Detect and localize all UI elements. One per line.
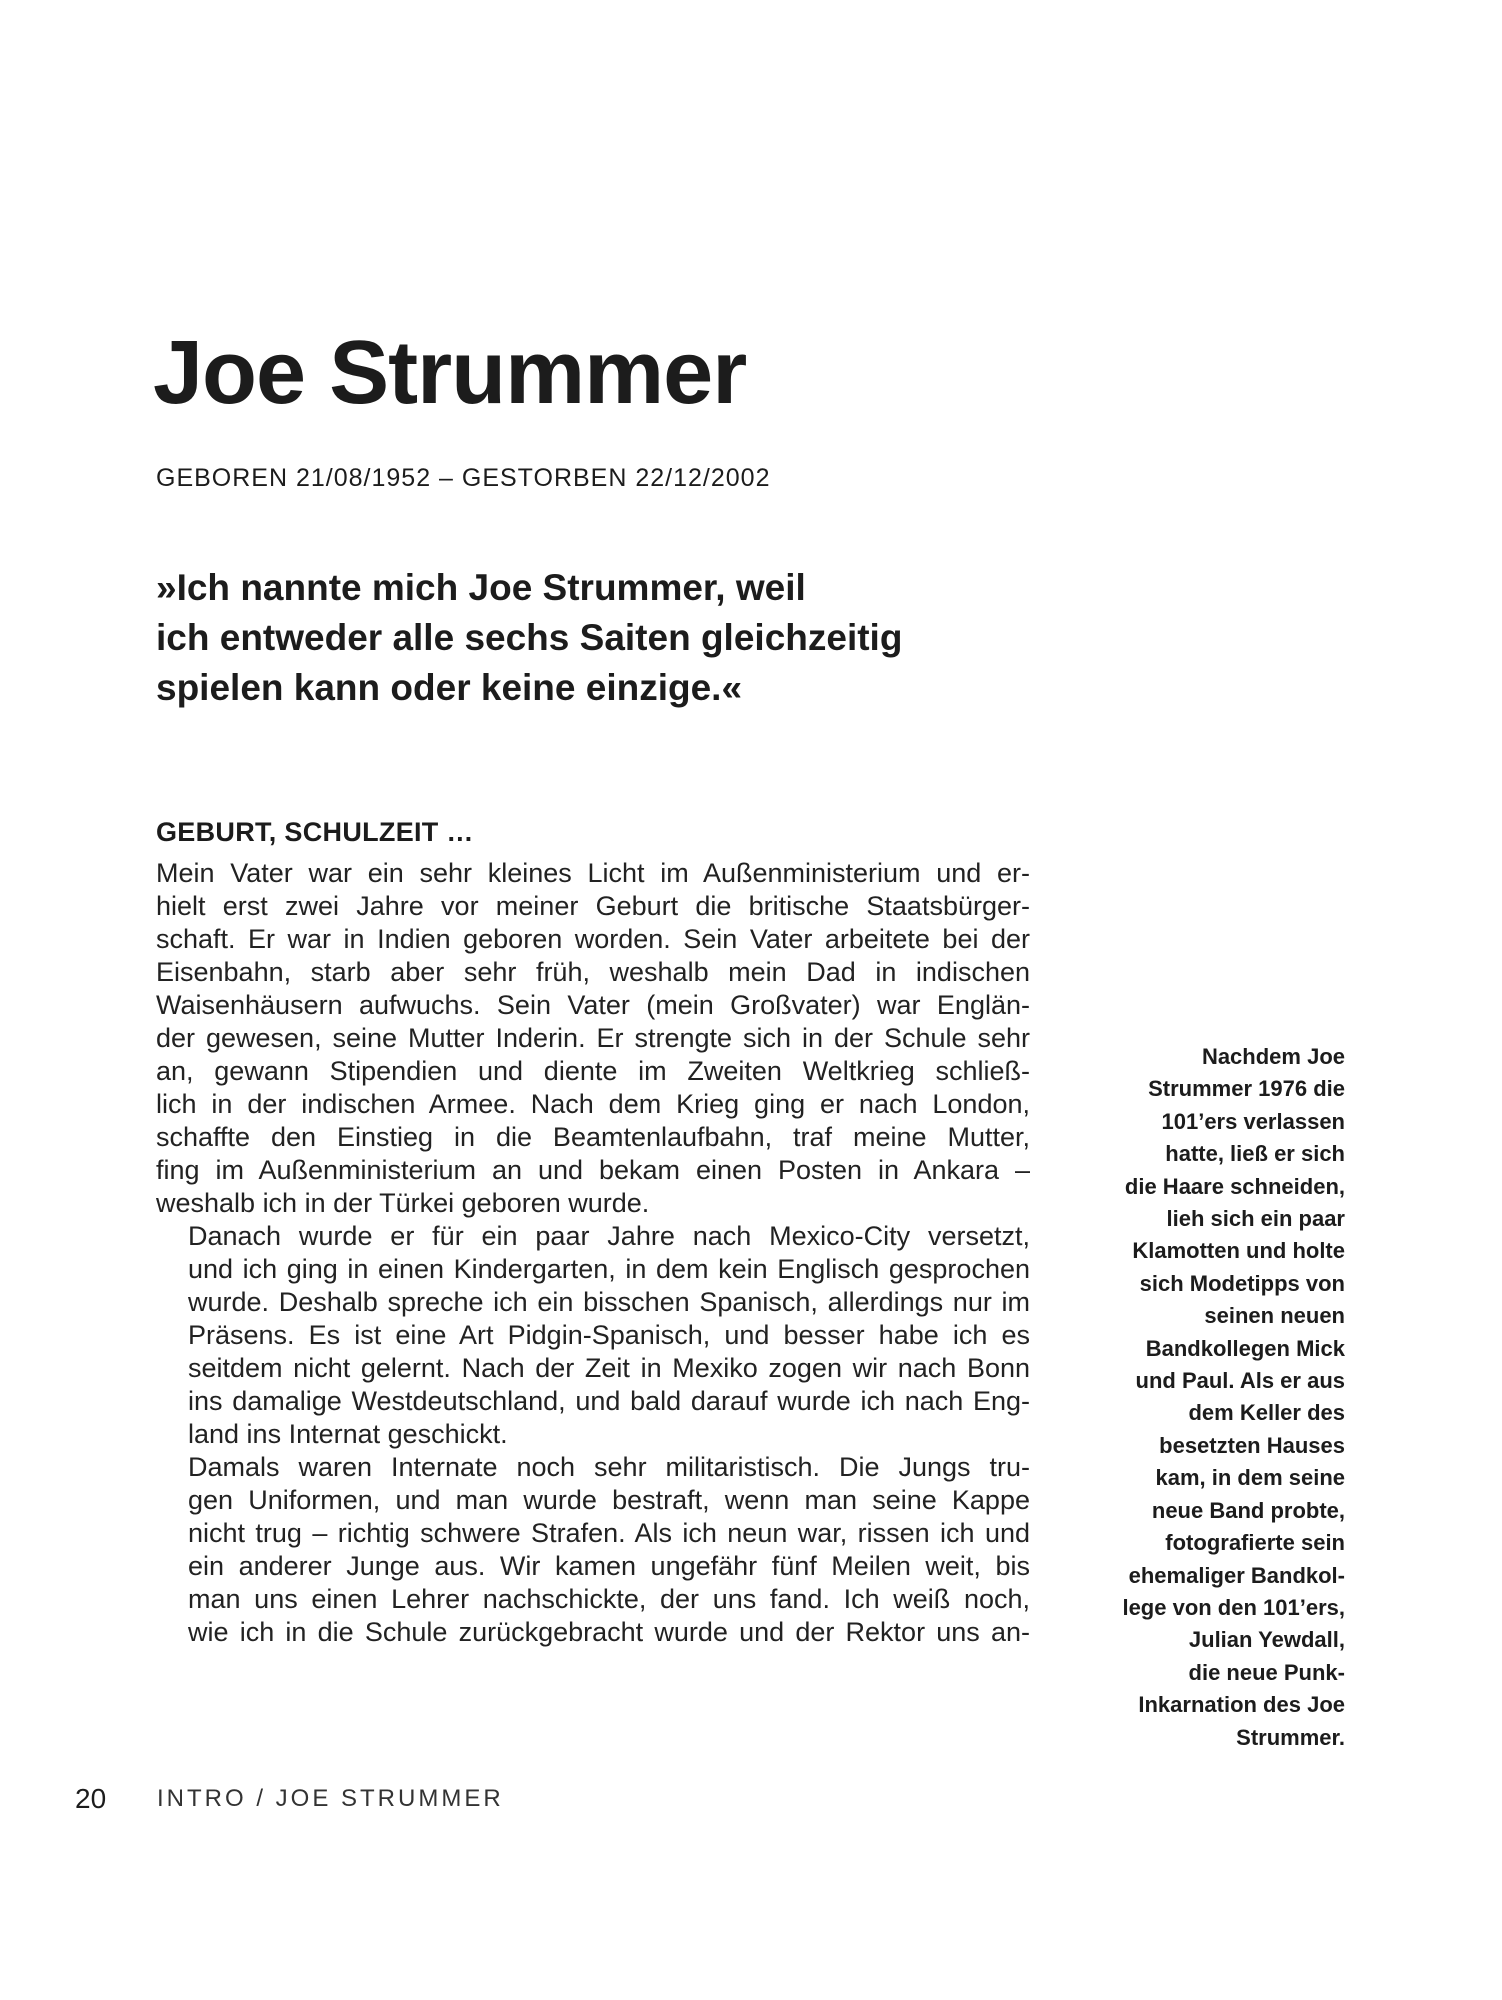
caption-line: die neue Punk- [1188, 1659, 1345, 1685]
caption-line: seinen neuen [1204, 1303, 1345, 1329]
running-head: INTRO / JOE STRUMMER [157, 1785, 504, 1812]
text-line: hielt erst zwei Jahre vor meiner Geburt die britische Staatsbürger- [156, 891, 1030, 921]
caption-line: 101’ers verlassen [1161, 1108, 1345, 1134]
photo-caption [1045, 1041, 1345, 1754]
caption-line: Inkarnation des Joe [1138, 1692, 1345, 1718]
caption-line: Julian Yewdall, [1188, 1627, 1345, 1653]
text-line: der gewesen, seine Mutter Inderin. Er strengte sich in der Schule sehr [156, 1023, 1030, 1053]
paragraph [156, 1220, 1030, 1451]
text-line: Mein Vater war ein sehr kleines Licht im Außenministerium und er- [156, 858, 1030, 888]
paragraph [156, 857, 1030, 1220]
text-line: man uns einen Lehrer nachschickte, der uns fand. Ich weiß noch, [188, 1584, 1030, 1614]
text-line: gen Uniformen, und man wurde bestraft, wenn man seine Kappe [188, 1485, 1030, 1515]
article-title: Joe Strummer [153, 323, 747, 423]
caption-line: Nachdem Joe [1201, 1044, 1345, 1069]
text-line: an, gewann Stipendien und diente im Zweiten Weltkrieg schließ- [156, 1056, 1030, 1086]
text-line: nicht trug – richtig schwere Strafen. Als ich neun war, rissen ich und [188, 1518, 1030, 1548]
caption-line: ehemaliger Bandkol- [1128, 1562, 1345, 1588]
quote-line: »Ich nannte mich Joe Strummer, weil [156, 567, 806, 608]
text-line: wie ich in die Schule zurückgebracht wurde und der Rektor uns an- [188, 1617, 1030, 1647]
text-line: fing im Außenministerium an und bekam einen Posten in Ankara – [156, 1155, 1030, 1185]
caption-line: neue Band probte, [1151, 1497, 1345, 1523]
caption-line: besetzten Hauses [1159, 1432, 1345, 1458]
caption-line: sich Modetipps von [1139, 1270, 1345, 1296]
quote-line: ich entweder alle sechs Saiten gleichzeitig [156, 617, 903, 658]
text-line: weshalb ich in der Türkei geboren wurde. [156, 1188, 650, 1218]
caption-line: fotografierte sein [1165, 1530, 1345, 1556]
text-line: und ich ging in einen Kindergarten, in dem kein Englisch gesprochen [188, 1254, 1030, 1284]
text-line: schaft. Er war in Indien geboren worden. Sein Vater arbeitete bei der [156, 924, 1030, 954]
text-line: wurde. Deshalb spreche ich ein bisschen Spanisch, allerdings nur im [188, 1287, 1030, 1317]
pull-quote [156, 563, 1056, 713]
text-line: Präsens. Es ist eine Art Pidgin-Spanisch, und besser habe ich es [188, 1320, 1030, 1350]
text-line: Damals waren Internate noch sehr militaristisch. Die Jungs tru- [188, 1452, 1030, 1482]
caption-line: Bandkollegen Mick [1145, 1335, 1345, 1361]
caption-line: lege von den 101’ers, [1122, 1594, 1345, 1620]
caption-line: Klamotten und holte [1132, 1238, 1345, 1264]
paragraph [156, 1451, 1030, 1649]
text-line: seitdem nicht gelernt. Nach der Zeit in Mexiko zogen wir nach Bonn [188, 1353, 1030, 1383]
caption-line: kam, in dem seine [1155, 1465, 1345, 1491]
text-line: land ins Internat geschickt. [188, 1419, 508, 1449]
caption-line: dem Keller des [1188, 1400, 1345, 1426]
caption-line: und Paul. Als er aus [1135, 1368, 1345, 1394]
text-line: lich in der indischen Armee. Nach dem Krieg ging er nach London, [156, 1089, 1030, 1119]
caption-line: die Haare schneiden, [1124, 1173, 1345, 1199]
text-line: Danach wurde er für ein paar Jahre nach Mexico-City versetzt, [188, 1221, 1030, 1251]
quote-line: spielen kann oder keine einzige.« [156, 667, 743, 708]
text-line: schaffte den Einstieg in die Beamtenlaufbahn, traf meine Mutter, [156, 1122, 1030, 1152]
text-line: Eisenbahn, starb aber sehr früh, weshalb mein Dad in indischen [156, 957, 1030, 987]
text-line: ein anderer Junge aus. Wir kamen ungefähr fünf Meilen weit, bis [188, 1551, 1030, 1581]
page-number: 20 [75, 1783, 107, 1814]
text-line: Waisenhäusern aufwuchs. Sein Vater (mein Großvater) war Englän- [156, 990, 1030, 1020]
life-dates: GEBOREN 21/08/1952 – GESTORBEN 22/12/2002 [156, 464, 771, 492]
section-heading: GEBURT, SCHULZEIT … [156, 817, 474, 847]
text-line: ins damalige Westdeutschland, und bald darauf wurde ich nach Eng- [188, 1386, 1030, 1416]
caption-line: Strummer. [1236, 1724, 1345, 1750]
body-text [156, 857, 1030, 1649]
caption-line: hatte, ließ er sich [1165, 1141, 1345, 1167]
caption-line: lieh sich ein paar [1166, 1206, 1345, 1232]
caption-line: Strummer 1976 die [1148, 1076, 1345, 1102]
